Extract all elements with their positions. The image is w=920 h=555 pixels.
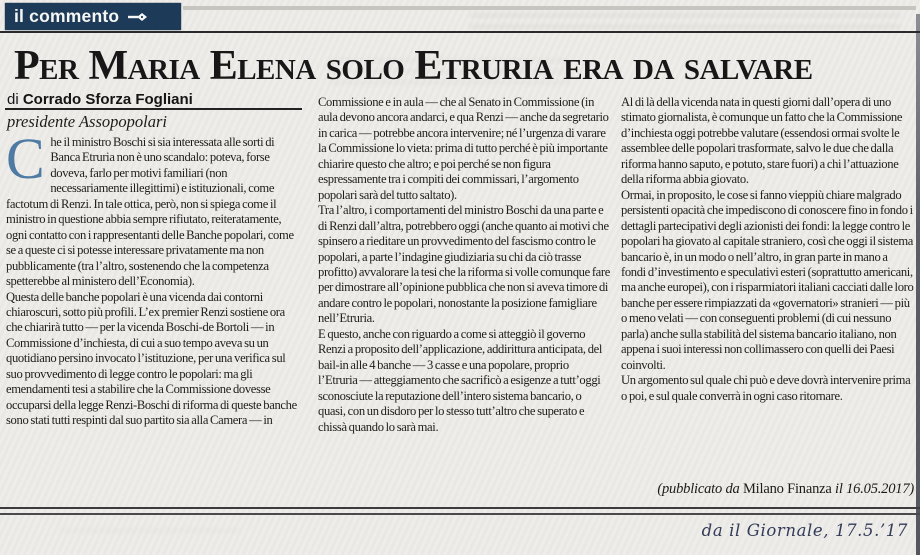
paragraph: Commissione e in aula — che al Senato in Commissione (in aula devono ancora andarci, e qua Renzi — anche da segretario in carica — potrebbe ancora intervenire; né l’urgenza di varare la Commissione lo vieta: prima di tutto perché è più importante chiarire questo che altro; e poi perché se non figura espressamente tra i compiti dei commissari, l’argomento popolari sarà del tutto saltato).: [318, 95, 609, 202]
paragraph: Questa delle banche popolari è una vicenda dai contorni chiaroscuri, sotto più profili. L’ex premier Renzi sostiene ora che chiarirà tutto — per la vicenda Boschi-de Bortoli — in Commissione d’inchiesta, di cui a suo tempo aveva su un quotidiano persino invocato l’istituzione, per una verifica sul suo provvedimento di legge contro le popolari: ma gli emendamenti tesi a stabilire che la Commissione dovesse occuparsi della legge Renzi-Boschi di riforma di queste banche sono stati tutti respinti dal suo partito sia alla Camera — in: [6, 289, 297, 428]
paragraph: [6, 135, 302, 290]
paragraph: Al di là della vicenda nata in questi giorni dall’opera di uno stimato giornalista, è comunque un fatto che la Commissione d’inchiesta oggi potrebbe valutare (essendosi ormai svolte le assemblee delle popolari trasformate, salvo le due che dalla riforma hanno saputo, e potuto, stare fuori) a chi l’attuazione della riforma abbia giovato.: [621, 95, 903, 187]
pubnote-open: (pubblicato da: [657, 481, 743, 497]
article-column-2: [318, 95, 610, 497]
author-role: presidente Assopopolari: [7, 112, 167, 131]
byline: [7, 91, 193, 108]
paragraph: Un argomento sul quale chi può e deve dovrà intervenire prima o poi, e sul quale converrà in ogni caso ritornare.: [621, 373, 911, 403]
article-column-1: [6, 135, 302, 497]
print-bleed-artifact: [60, 522, 240, 536]
author-name: Corrado Sforza Fogliani: [22, 91, 193, 108]
section-kicker: [5, 3, 181, 30]
paragraph: Ormai, in proposito, le cose si fanno vieppiù chiare malgrado persistenti opacità che impediscono di conoscere fino in fondo i dettagli partecipativi degli azionisti dei fondi: la legge contro le popolari ha giovato al capitale straniero, così che oggi il sistema bancario è, in un modo o nell’altro, in gran parte in mano a fondi d’investimento e speculativi esteri (soprattutto americani, ma anche europei), con i risparmiatori italiani cacciati dalle loro banche per essere rimpiazzati da «governatori» stranieri — più o meno velati — con conseguenti problemi (di cui nessuno parla) anche sulla stabilità del sistema bancario italiano, non appena i suoi interessi non collimassero con quelli dei Paesi coinvolti.: [621, 187, 914, 372]
article-headline: Per Maria Elena solo Etruria era da salvare: [14, 43, 813, 89]
paragraph-text: he il ministro Boschi si sia interessata alle sorti di Banca Etruria non è uno scandalo: poteva, forse doveva, farlo per motivi familiari (non necessariamente illegittimi) e istituzionali, come factotum di Renzi. In tale ottica, però, non si spiega come il ministro in questione abbia sempre rifiutato, reiteratamente, ogni contatto con i rappresentanti delle Banche popolari, come se a queste ci si potesse interessare privatamente ma non pubblicamente (tra l’altro, sostenendo che la competenza spetterebbe al ministero dell’Economia).: [6, 135, 294, 289]
arrow-icon: [127, 11, 149, 23]
top-rule: [183, 6, 916, 10]
drop-cap: C: [6, 135, 45, 191]
publication-note: [621, 481, 914, 498]
header-rule: [0, 31, 920, 33]
paragraph: Tra l’altro, i comportamenti del ministro Boschi da una parte e di Renzi dall’altra, potrebbero oggi (anche quanto ai motivi che spinsero a rieditare un provvedimento del fascismo contro le popolari, a parte l’indagine giudiziaria su chi da ciò trasse profitto) avvalorare la tesi che la riforma si volle comunque fare per dimostrare all’opinione pubblica che non si aveva timore di andare contro le popolari, nonostante la posizione famigliare nell’Etruria.: [318, 203, 610, 326]
scan-edge-shadow: [916, 14, 920, 555]
bottom-double-rule: [0, 507, 920, 515]
paragraph: E questo, anche con riguardo a come si atteggiò il governo Renzi a proposito dell’applicazione, addirittura anticipata, del bail-in alle 4 banche — 3 casse e una popolare, proprio l’Etruria — atteggiamento che sacrificò a esigenze a tutt’oggi sconosciute la reputazione dell’intero sistema bancario, o quasi, con un disdoro per lo stesso tutt’altro che superato e chissà quando lo sarà mai.: [318, 326, 603, 434]
pubnote-close: il 16.05.2017): [831, 481, 914, 497]
handwritten-source-annotation: da il Giornale, 17.5.’17: [701, 521, 908, 540]
pubnote-source: Milano Finanza: [742, 481, 832, 497]
byline-prefix: di: [7, 91, 23, 108]
article-column-3: [621, 95, 914, 475]
byline-rule: [5, 108, 302, 110]
kicker-label: il commento: [14, 6, 120, 26]
